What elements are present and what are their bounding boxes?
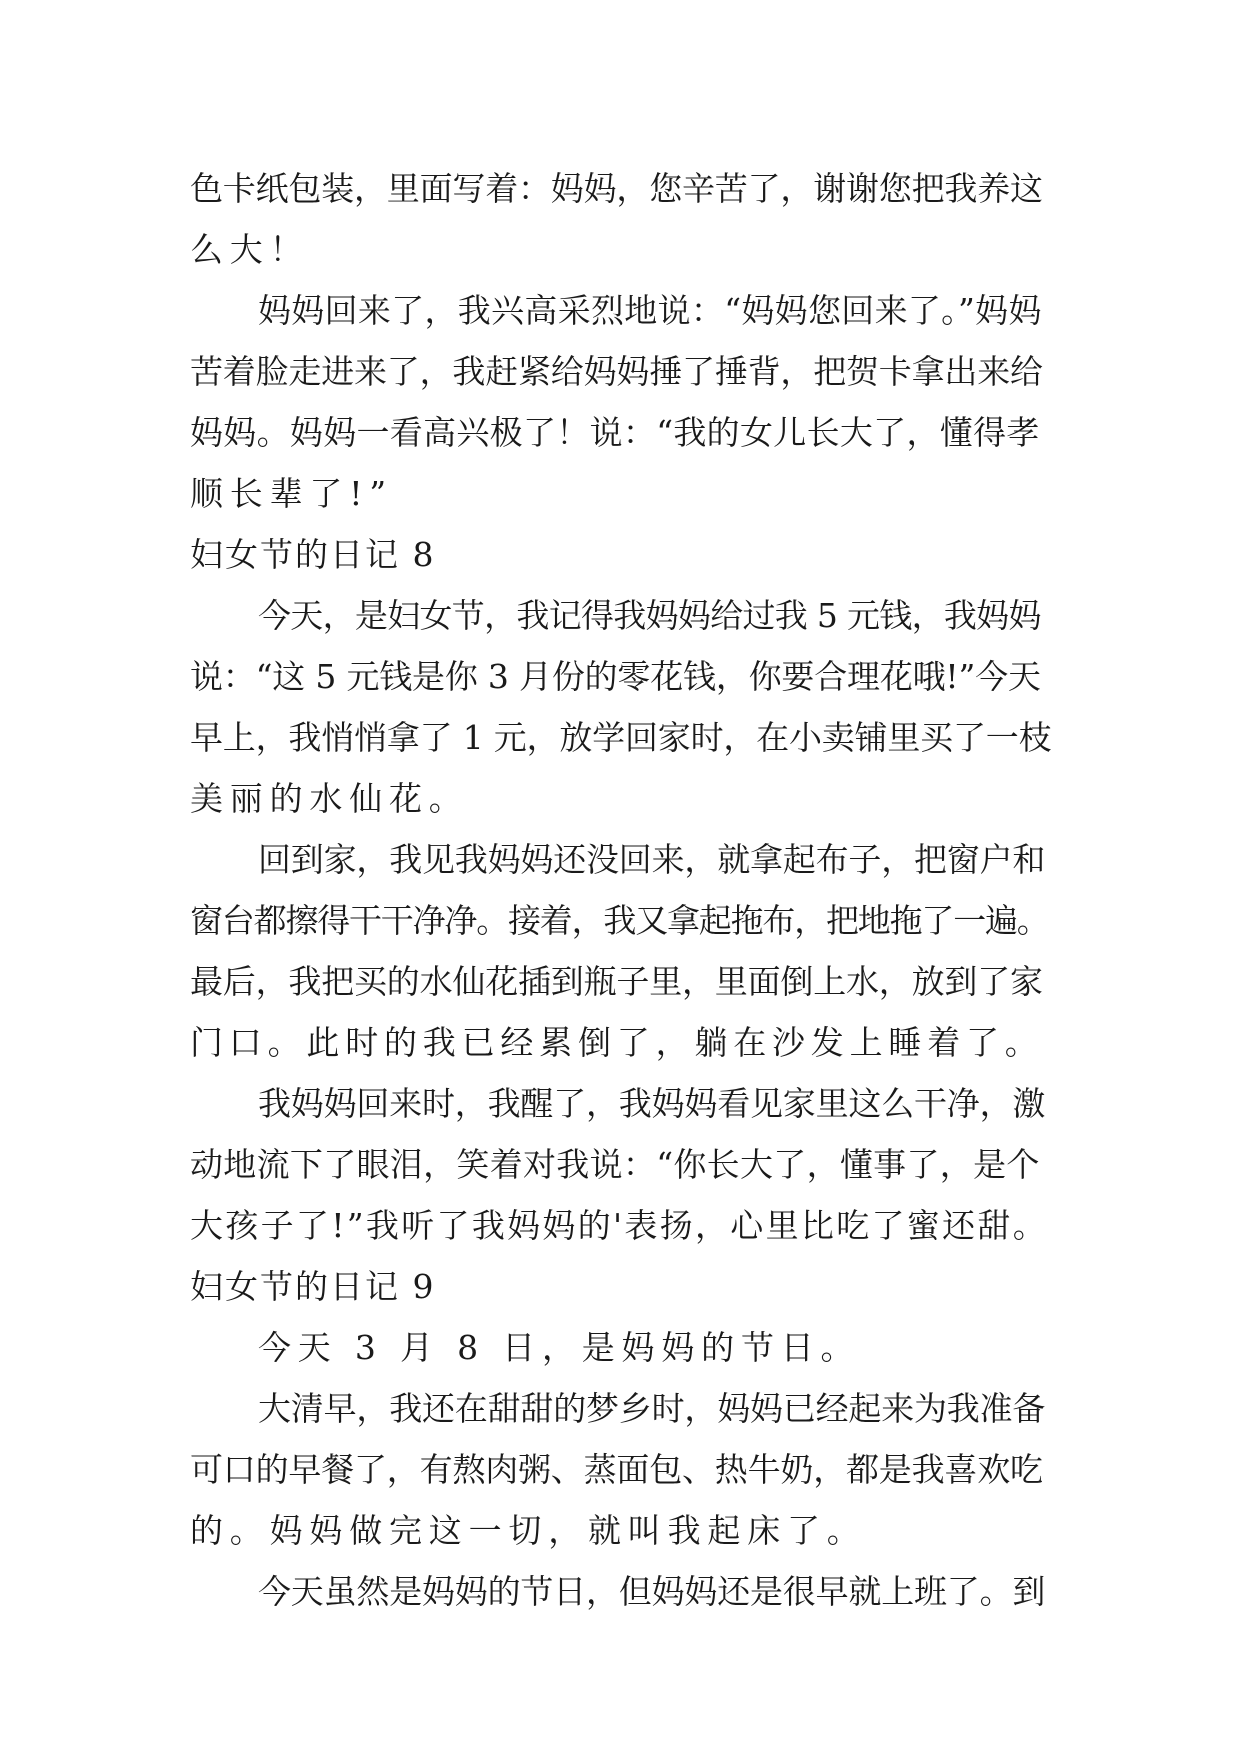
- text-line: 的。妈妈做完这一切，就叫我起床了。: [190, 1511, 867, 1550]
- paragraph-start: 妈妈回来了，我兴高采烈地说：“妈妈您回来了。”妈妈: [258, 291, 1042, 330]
- text-line: 窗台都擦得干干净净。接着，我又拿起拖布，把地拖了一遍。: [190, 901, 1049, 940]
- text-line: 苦着脸走进来了，我赶紧给妈妈捶了捶背，把贺卡拿出来给: [190, 352, 1043, 391]
- text-line: 说：“这 5 元钱是你 3 月份的零花钱，你要合理花哦!”今天: [190, 657, 1041, 696]
- paragraph-start: 大清早，我还在甜甜的梦乡时，妈妈已经起来为我准备: [258, 1389, 1046, 1428]
- text-line: 最后，我把买的水仙花插到瓶子里，里面倒上水，放到了家: [190, 962, 1043, 1001]
- paragraph-start: 我妈妈回来时，我醒了，我妈妈看见家里这么干净，激: [258, 1084, 1046, 1123]
- section-heading: 妇女节的日记 8: [190, 535, 436, 574]
- paragraph-start: 今天 3 月 8 日，是妈妈的节日。: [258, 1328, 861, 1367]
- text-line: 门口。此时的我已经累倒了，躺在沙发上睡着了。: [190, 1023, 1044, 1062]
- text-line: 美丽的水仙花。: [190, 779, 469, 818]
- text-line: 妈妈。妈妈一看高兴极了！说：“我的女儿长大了，懂得孝: [190, 413, 1040, 452]
- section-heading: 妇女节的日记 9: [190, 1267, 436, 1306]
- paragraph-start: 回到家，我见我妈妈还没回来，就拿起布子，把窗户和: [258, 840, 1046, 879]
- text-line: 色卡纸包装，里面写着：妈妈，您辛苦了，谢谢您把我养这: [190, 169, 1043, 208]
- text-line: 顺长辈了!”: [190, 474, 393, 513]
- text-line: 么大！: [190, 230, 310, 269]
- document-page: [190, 158, 1052, 1622]
- text-line: 可口的早餐了，有熬肉粥、蒸面包、热牛奶，都是我喜欢吃: [190, 1450, 1043, 1489]
- text-line: 大孩子了!”我听了我妈妈的'表扬，心里比吃了蜜还甜。: [190, 1206, 1049, 1245]
- paragraph-start: 今天虽然是妈妈的节日，但妈妈还是很早就上班了。到: [258, 1572, 1046, 1611]
- text-line: 早上，我悄悄拿了 1 元，放学回家时，在小卖铺里买了一枝: [190, 718, 1052, 757]
- text-line: 动地流下了眼泪，笑着对我说：“你长大了，懂事了，是个: [190, 1145, 1040, 1184]
- paragraph-start: 今天，是妇女节，我记得我妈妈给过我 5 元钱，我妈妈: [258, 596, 1041, 635]
